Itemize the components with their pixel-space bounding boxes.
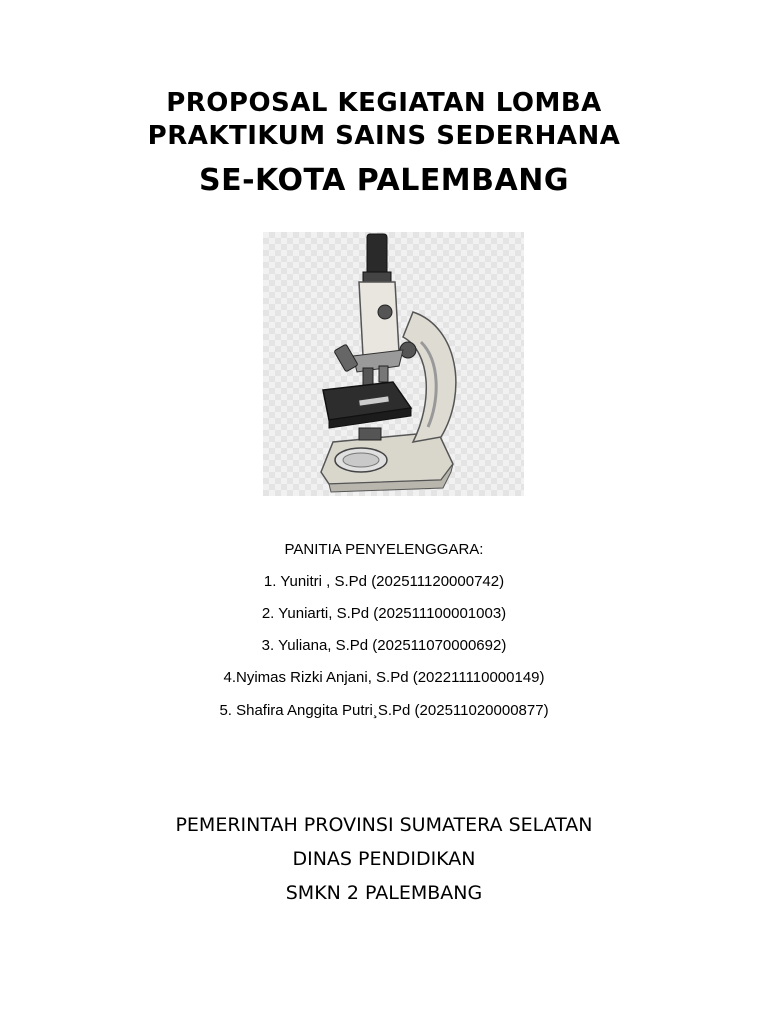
footer-line-3: SMKN 2 PALEMBANG [285,882,483,904]
title-line-3: SE-KOTA PALEMBANG [199,163,569,198]
microscope-icon [263,232,524,496]
committee-member-3: 3. Yuliana, S.Pd (202511070000692) [261,637,507,654]
footer-line-1: PEMERINTAH PROVINSI SUMATERA SELATAN [175,814,593,836]
title-line-2: PRAKTIKUM SAINS SEDERHANA [147,121,621,151]
title-line-1: PROPOSAL KEGIATAN LOMBA [166,88,602,118]
microscope-figure [263,232,524,496]
committee-member-2: 2. Yuniarti, S.Pd (202511100001003) [261,605,507,622]
footer-line-2: DINAS PENDIDIKAN [292,848,476,870]
committee-member-1: 1. Yunitri , S.Pd (202511120000742) [263,573,505,590]
committee-heading: PANITIA PENYELENGGARA: [284,541,484,558]
committee-member-4: 4.Nyimas Rizki Anjani, S.Pd (202211110000149) [223,669,545,686]
committee-member-5: 5. Shafira Anggita Putri¸S.Pd (202511020000877) [219,702,549,719]
